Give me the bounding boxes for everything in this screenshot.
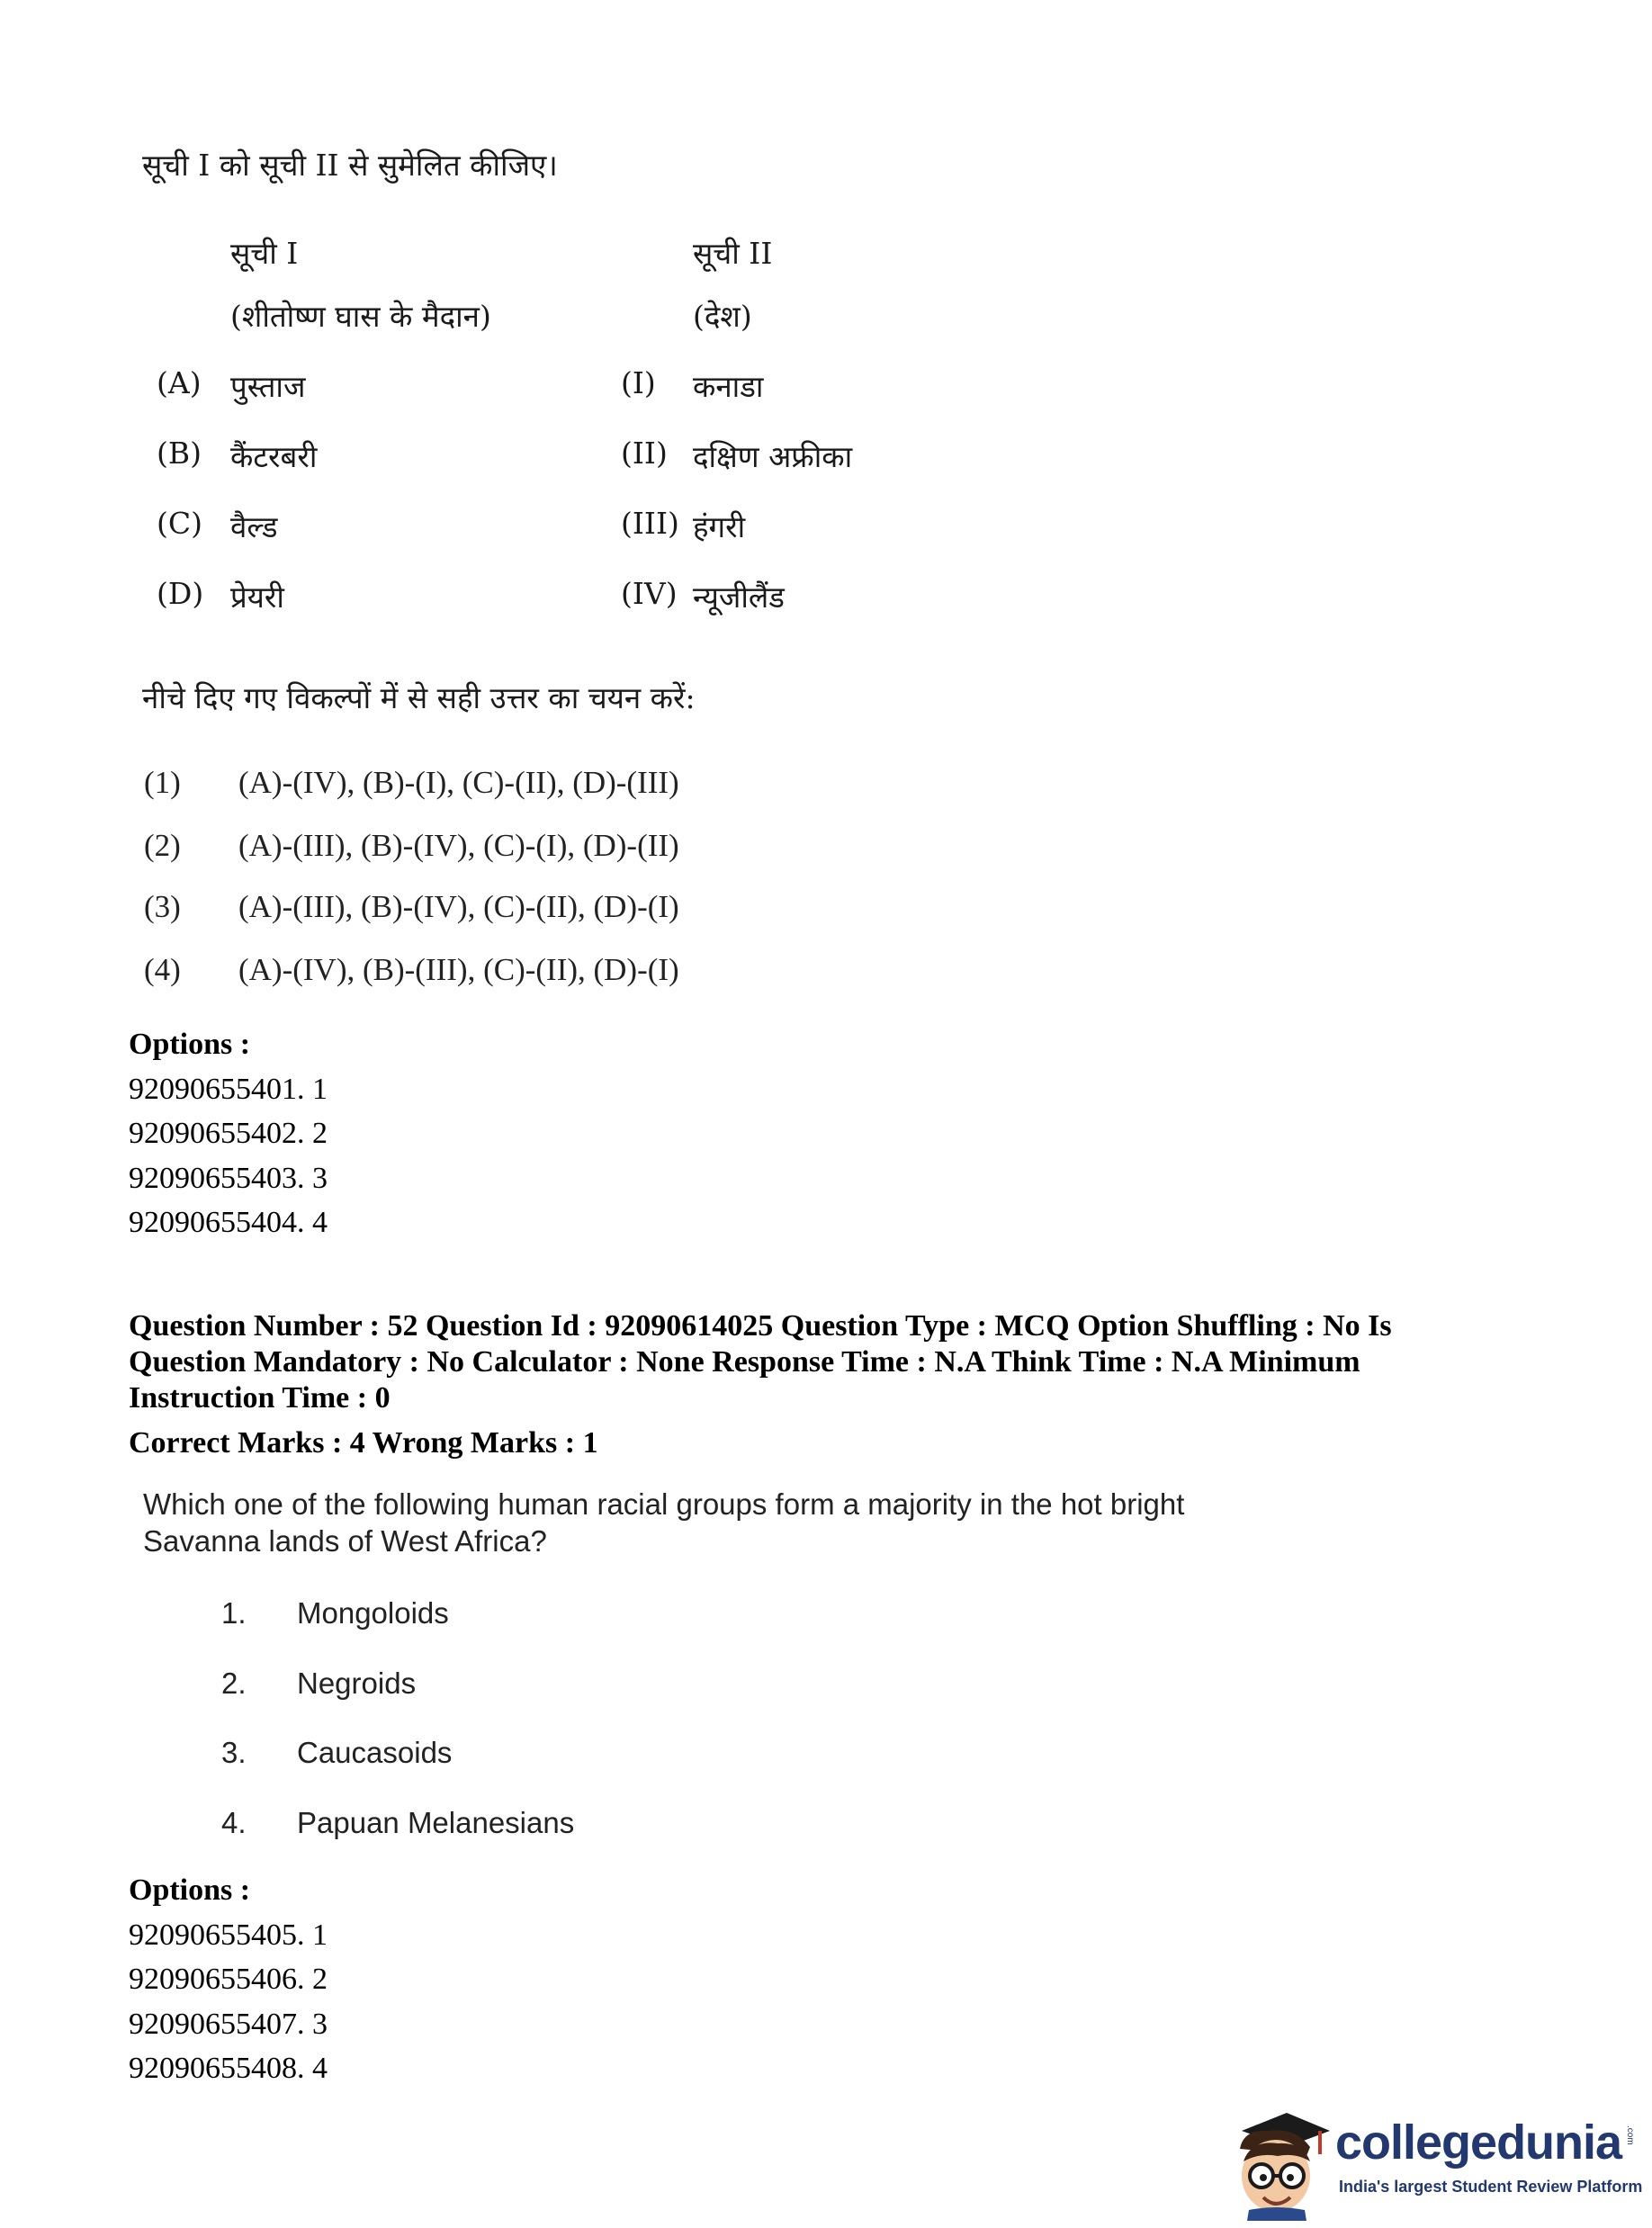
marks-line: Correct Marks : 4 Wrong Marks : 1 xyxy=(129,1426,598,1460)
choice-number: 3. xyxy=(221,1736,247,1769)
question-meta-line3: Instruction Time : 0 xyxy=(129,1381,391,1415)
list2-label: (I) xyxy=(621,365,656,400)
answer-number: (3) xyxy=(144,889,181,924)
answer-number: (1) xyxy=(144,765,181,800)
mascot-icon xyxy=(1224,2104,1332,2221)
options-label: Options : xyxy=(129,1028,251,1061)
match-instruction: सूची I को सूची II से सुमेलित कीजिए। xyxy=(142,148,558,183)
answer-number: (2) xyxy=(144,828,181,863)
choice-text: Mongoloids xyxy=(297,1596,449,1630)
option-line: 92090655401. 1 xyxy=(129,1073,328,1106)
question-meta-line2: Question Mandatory : No Calculator : None Response Time : N.A Think Time : N.A Minimum xyxy=(129,1345,1360,1379)
choice-number: 1. xyxy=(221,1596,247,1630)
option-line: 92090655402. 2 xyxy=(129,1117,328,1150)
question-meta-line1: Question Number : 52 Question Id : 92090614025 Question Type : MCQ Option Shuffling : No Is xyxy=(129,1309,1392,1343)
list1-label: (A) xyxy=(157,365,202,400)
list1-item: पुस्ताज xyxy=(230,369,306,404)
options-label: Options : xyxy=(129,1873,251,1907)
answer-text: (A)-(III), (B)-(IV), (C)-(II), (D)-(I) xyxy=(238,889,679,924)
option-line: 92090655404. 4 xyxy=(129,1206,328,1239)
answer-text: (A)-(IV), (B)-(III), (C)-(II), (D)-(I) xyxy=(238,952,679,987)
answer-text: (A)-(IV), (B)-(I), (C)-(II), (D)-(III) xyxy=(238,765,679,800)
option-line: 92090655403. 3 xyxy=(129,1162,328,1195)
option-line: 92090655407. 3 xyxy=(129,2008,328,2041)
list2-item: दक्षिण अफ्रीका xyxy=(693,439,853,474)
choice-text: Caucasoids xyxy=(297,1736,453,1769)
list1-label: (C) xyxy=(157,506,202,541)
choice-number: 2. xyxy=(221,1667,247,1700)
list2-item: न्यूजीलैंड xyxy=(693,579,785,615)
question-text: Which one of the following human racial groups form a majority in the hot bright xyxy=(143,1487,1185,1521)
option-line: 92090655405. 1 xyxy=(129,1918,328,1952)
brand-com: .com xyxy=(1625,2125,1635,2145)
list1-subtitle: (शीतोष्ण घास के मैदान) xyxy=(230,299,491,334)
list2-item: हंगरी xyxy=(693,509,746,544)
choose-instruction: नीचे दिए गए विकल्पों में से सही उत्तर का चयन करें: xyxy=(142,680,696,715)
list2-title: सूची II xyxy=(693,236,773,271)
choice-number: 4. xyxy=(221,1806,247,1839)
answer-text: (A)-(III), (B)-(IV), (C)-(I), (D)-(II) xyxy=(238,828,679,863)
list2-item: कनाडा xyxy=(693,369,764,404)
list1-item: प्रेयरी xyxy=(230,579,284,615)
list1-label: (B) xyxy=(157,436,202,471)
list2-label: (III) xyxy=(621,506,679,541)
question-text: Savanna lands of West Africa? xyxy=(143,1524,547,1558)
choice-text: Negroids xyxy=(297,1667,417,1700)
list1-item: वैल्ड xyxy=(230,509,278,544)
option-line: 92090655406. 2 xyxy=(129,1963,328,1996)
list1-title: सूची I xyxy=(230,236,299,271)
option-line: 92090655408. 4 xyxy=(129,2052,328,2085)
list2-subtitle: (देश) xyxy=(693,299,752,334)
brand-name: collegedunia xyxy=(1335,2116,1622,2170)
list1-label: (D) xyxy=(157,576,204,611)
list1-item: कैंटरबरी xyxy=(230,439,318,474)
brand-tagline: India's largest Student Review Platform xyxy=(1339,2178,1643,2196)
answer-number: (4) xyxy=(144,952,181,987)
list2-label: (IV) xyxy=(621,576,678,611)
list2-label: (II) xyxy=(621,436,668,471)
choice-text: Papuan Melanesians xyxy=(297,1806,575,1839)
